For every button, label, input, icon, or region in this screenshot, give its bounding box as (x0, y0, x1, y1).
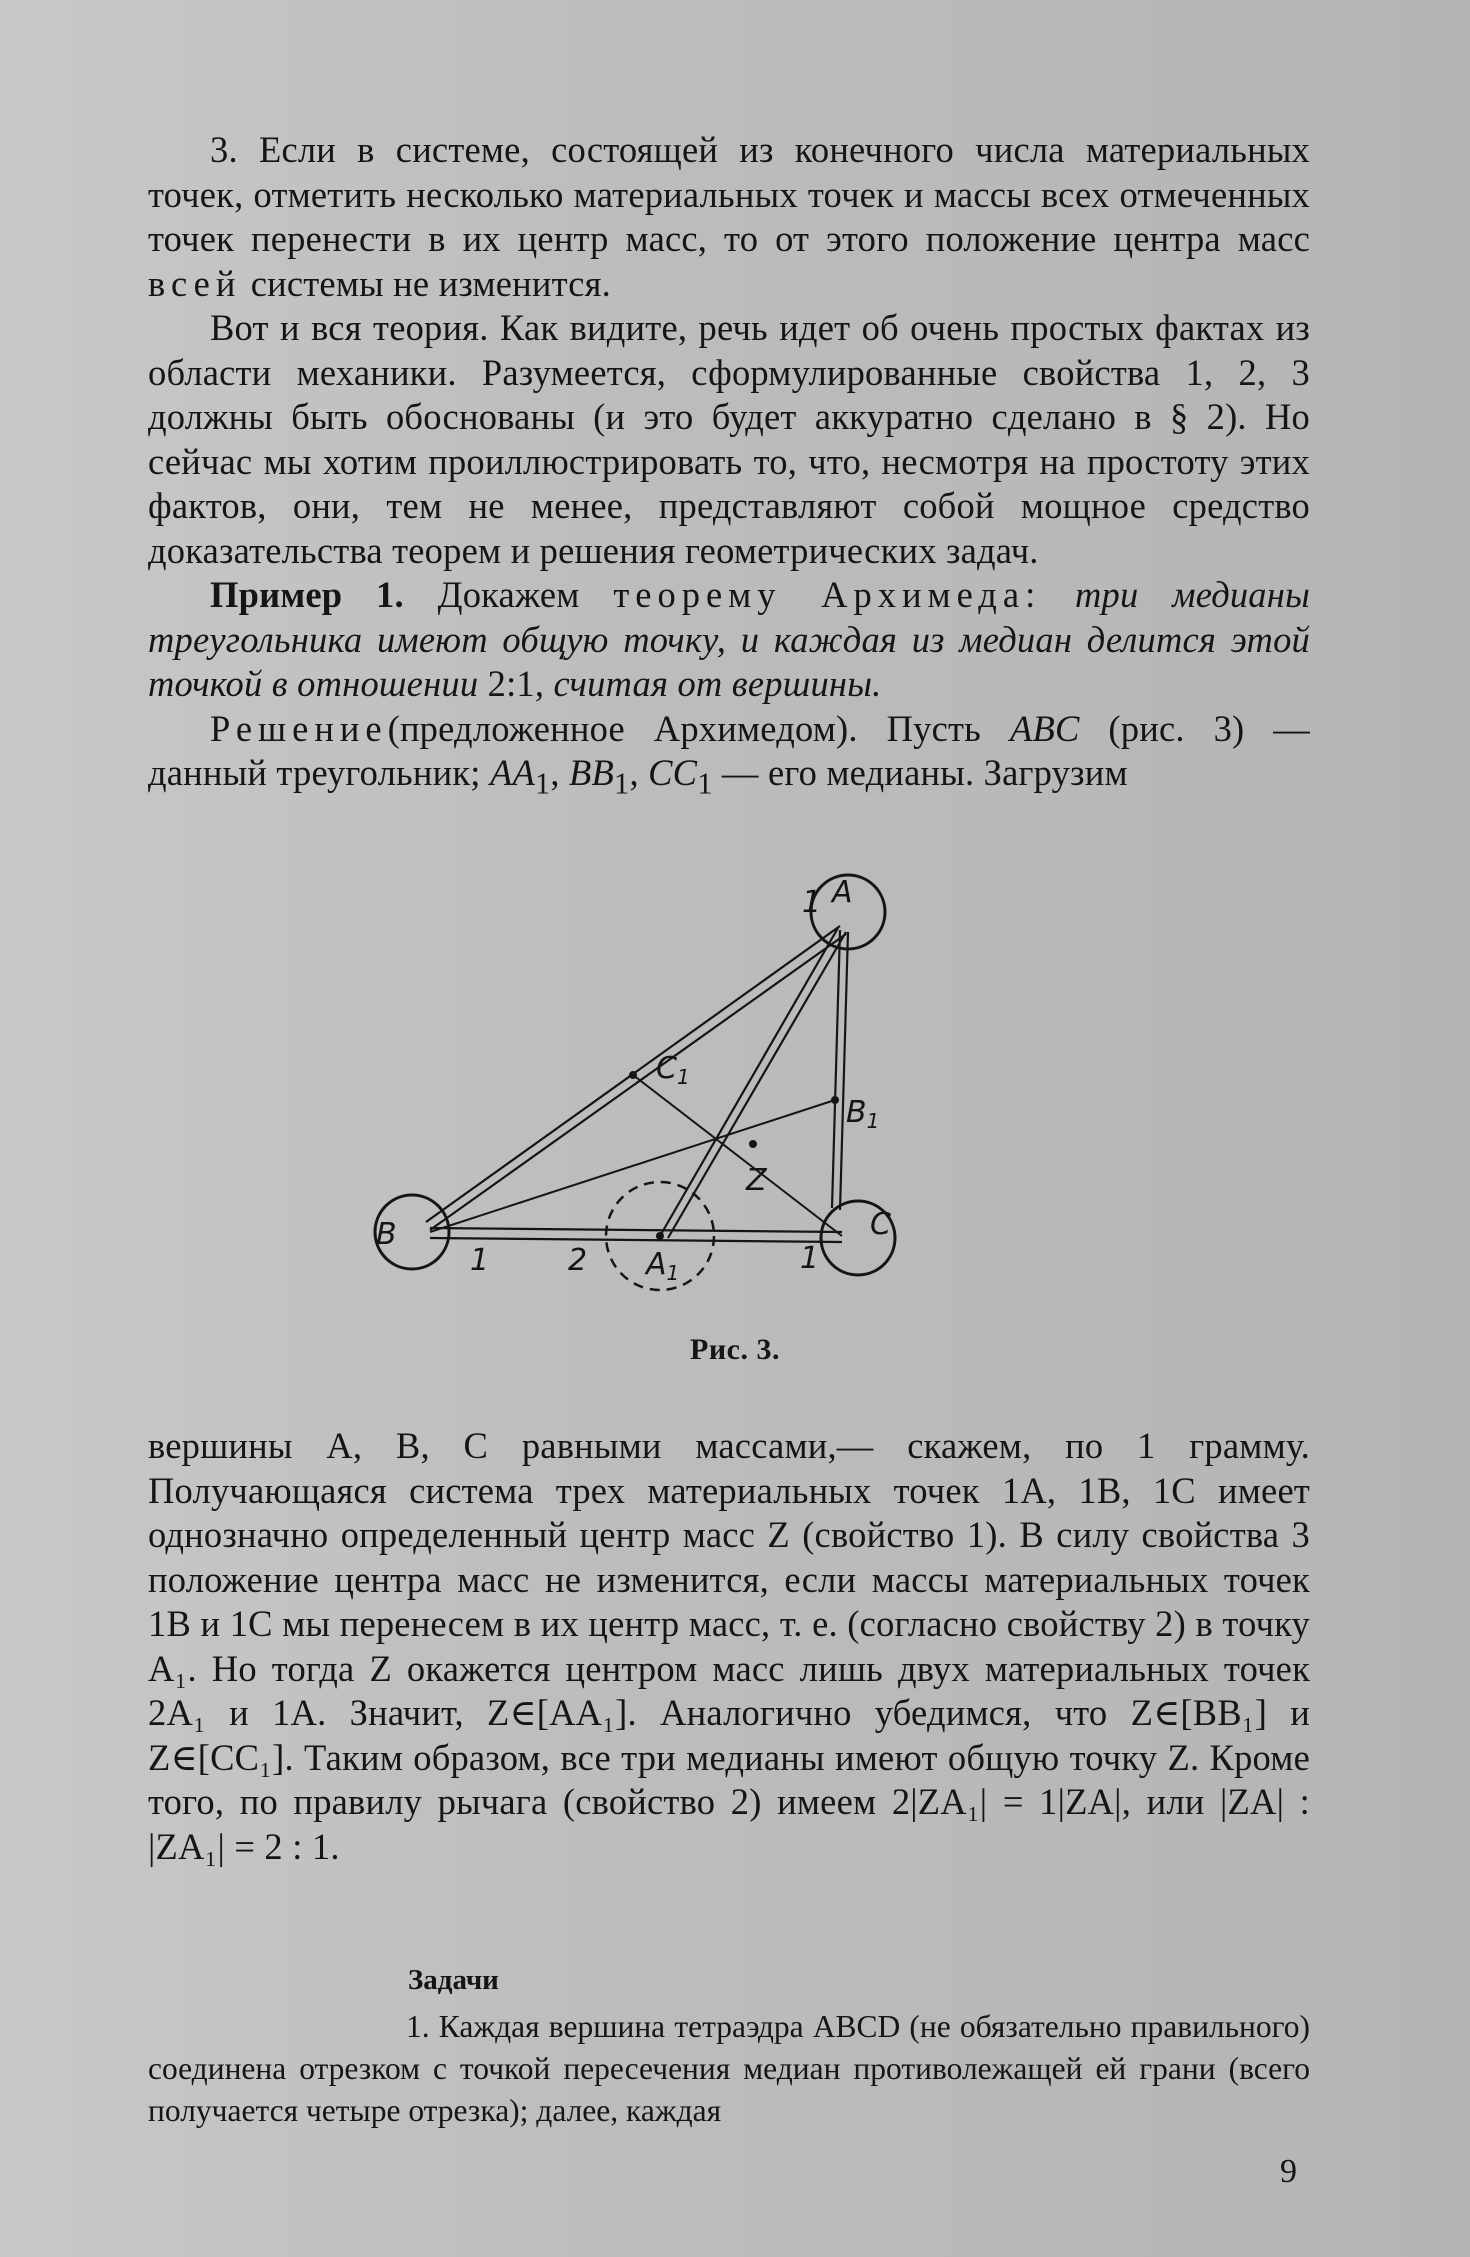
label-mass-a1: 2 (568, 1243, 588, 1278)
paragraph-solution: Решение(предложенное Архимедом). Пусть ABC (рис. 3) — данный треугольник; $AA_1$, $BB_1$, $CC_1$ — его медианы. Загрузим (148, 707, 1311, 801)
paragraph-example-1: Пример 1. Докажем теорему Архимеда: три медианы треугольника имеют общую точку, и каждая из медиан делится этой точкой в отношении 2:1, считая от вершины. (148, 574, 1310, 704)
label-c1: $C_1$ (656, 1051, 690, 1089)
label-b1: $B_1$ (846, 1095, 880, 1133)
main-text-bottom (148, 1424, 1310, 1869)
label-z: Z (746, 1163, 767, 1198)
paragraph-theory: Вот и вся теория. Как видите, речь идет об очень простых фактах из области механики. Разумеется, сформулированные свойства 1, 2, 3 должны быть обоснованы (и это будет аккуратно сделано в § 2). Но сейчас мы хотим проиллюстрировать то, что, несмотря на простоту этих фактов, они, тем не менее, представляют собой мощное средство доказательства теорем и решения геометрических задач. (148, 307, 1310, 571)
point-z (749, 1140, 757, 1148)
point-c1 (629, 1071, 637, 1079)
label-a: A (832, 875, 853, 910)
example-label: Пример 1. (210, 574, 404, 615)
figure-caption: Рис. 3. (690, 1333, 780, 1366)
page-number: 9 (1280, 2153, 1297, 2190)
theorem-name: теорему Архимеда: (613, 574, 1042, 615)
task-1: 1. Каждая вершина тетраэдра ABCD (не обязательно правильного) соединена отрезком с точкой пересечения медиан противолежащей ей грани (всего получается четыре отрезка); далее, каждая (148, 2009, 1310, 2128)
figure-3-triangle-diagram (370, 860, 930, 1300)
tasks-heading: Задачи (408, 1964, 499, 1996)
label-a1: $A_1$ (646, 1247, 680, 1285)
point-a1 (656, 1232, 664, 1240)
point-b1 (831, 1096, 839, 1104)
median-lines (430, 1075, 842, 1236)
paragraph-property-3: 3. Если в системе, состоящей из конечного числа материальных точек, отметить несколько материальных точек и массы всех отмеченных точек перенести в их центр масс, то от этого положение центра масс всей системы не изменится. (148, 129, 1310, 304)
paragraph-after-figure: вершины A, B, C равными массами,— скажем, по 1 грамму. Получающаяся система трех материальных точек 1A, 1B, 1C имеет однозначно определенный центр масс Z (свойство 1). В силу свойства 3 положение центра масс не изменится, если массы материальных точек 1B и 1C мы перенесем в их центр масс, т. е. (согласно свойству 2) в точку A₁. Но тогда Z окажется центром масс лишь двух материальных точек 2A₁ и 1A. Значит, Z∈[AA₁]. Аналогично убедимся, что Z∈[BB₁] и Z∈[CC₁]. Таким образом, все три медианы имеют общую точку Z. Кроме того, по правилу рычага (свойство 2) имеем 2|ZA₁| = 1|ZA|, или |ZA| : |ZA₁| = 2 : 1. (148, 1425, 1310, 1867)
label-c: C (870, 1207, 891, 1242)
triangle-sides (426, 926, 848, 1242)
label-b: B (376, 1217, 397, 1252)
label-mass-c: 1 (800, 1241, 820, 1276)
emphasis-all: всей (148, 262, 242, 304)
label-mass-a: 1 (802, 885, 822, 920)
solution-label: Решение (210, 707, 388, 749)
label-mass-b: 1 (470, 1243, 490, 1278)
theorem-statement: три медианы треугольника имеют общую точку, и каждая из медиан делится этой точкой в отношении (148, 574, 1310, 704)
main-text-top (148, 128, 1310, 806)
